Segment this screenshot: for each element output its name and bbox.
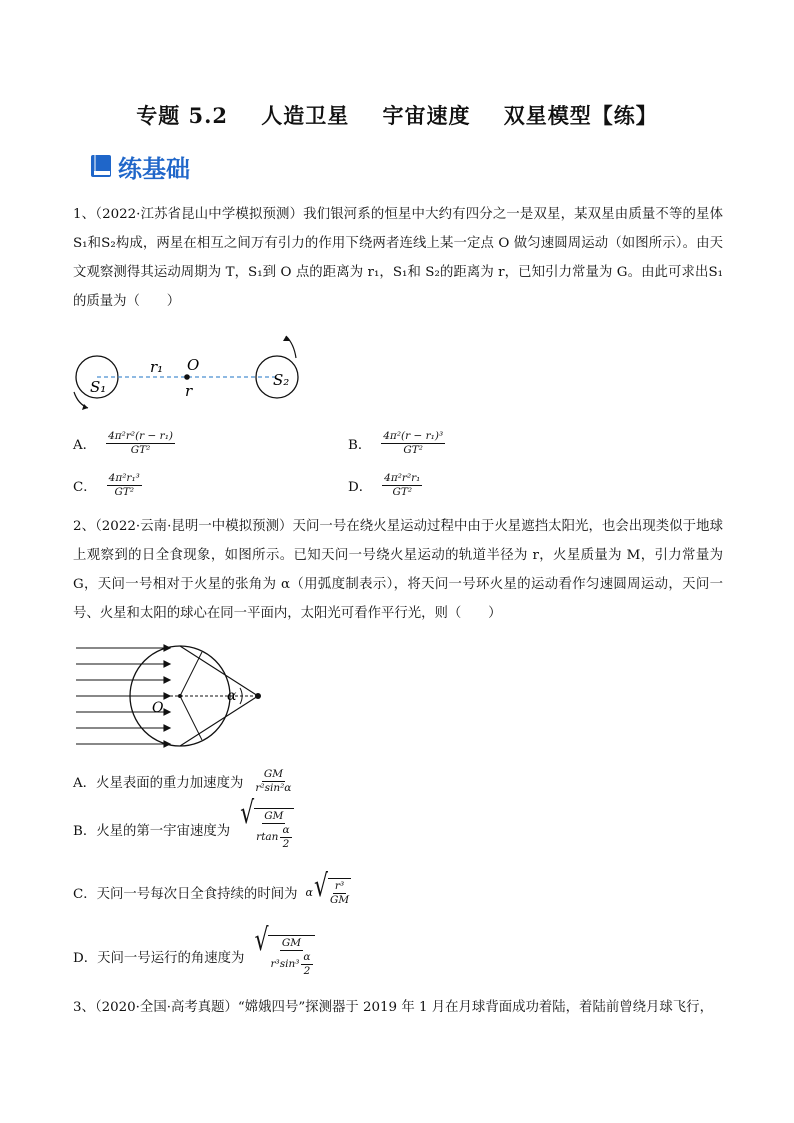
q1-option-d[interactable]: D． $\frac{\text{4π²r²r₁}}{\text{GT²}}$	[348, 472, 421, 498]
q1-stem: 1、（2022·江苏省昆山中学模拟预测）我们银河系的恒星中大约有四分之一是双星，某双星由质量不等的星体S₁和S₂构成，两星在相互之间万有引力的作用下绕两者连线上某一定点 O 做匀速圆周运动（如图所示）。由天文观察测得其运动周期为 T，S₁到 O 点的距离为 r₁，S₁和 S₂的距离为 r，已知引力常量为 G。由此可求出S₁的质量为（ ）	[73, 207, 723, 309]
q1-option-a[interactable]: A． $\frac{\text{4π²r²(r − r₁)}}{\text{GT²}}$	[73, 430, 173, 456]
q1-label-o: O	[187, 356, 200, 374]
q1-label-r: r	[185, 382, 193, 400]
q2-eclipse-figure	[72, 640, 272, 755]
q1-binary-star-figure	[70, 330, 310, 410]
q2-option-b[interactable]: B．火星的第一宇宙速度为 √ GM rtan α 2	[73, 808, 294, 851]
q2-stem: 2、（2022·云南·昆明一中模拟预测）天问一号在绕火星运动过程中由于火星遮挡太阳光，也会出现类似于地球上观察到的日全食现象，如图所示。已知天问一号绕火星运动的轨道半径为 r，火星质量为 M，引力常量为 G，天问一号相对于火星的张角为 α（用弧度制表示），将天问一号环火星的运动看作匀速圆周运动，天问一号、火星和太阳的球心在同一平面内，太阳光可看作平行光，则（ ）	[73, 519, 723, 621]
q1-label-s1: S₁	[90, 378, 107, 396]
q1-option-b[interactable]: B． $\frac{\text{4π²(r − r₁)³}}{\text{GT²}}$	[348, 430, 444, 456]
q1-label-r1: r₁	[150, 358, 164, 376]
book-icon	[90, 154, 112, 178]
section-label: 练基础	[118, 154, 190, 183]
q1-label-s2: S₂	[273, 371, 290, 389]
page-title: 专题 5.2 人造卫星 宇宙速度 双星模型【练】	[136, 103, 658, 128]
q1-option-c[interactable]: C． $\frac{\text{4π²r₁³}}{\text{GT²}}$	[73, 472, 140, 498]
section-header	[90, 150, 190, 182]
q2-option-c[interactable]: C．天问一号每次日全食持续的时间为 α √ r³ GM	[73, 869, 350, 906]
q2-option-a[interactable]: A．火星表面的重力加速度为 $\frac{GM}{\text{r²sin²α}}$	[73, 768, 292, 794]
q2-label-o: O	[152, 700, 164, 716]
q2-option-d[interactable]: D．天问一号运行的角速度为 √ GM r³sin³ α 2	[73, 935, 315, 978]
q3-stem: 3、（2020·全国·高考真题）“嫦娥四号”探测器于 2019 年 1 月在月球背面成功着陆，着陆前曾绕月球飞行，	[73, 1000, 713, 1015]
q2-label-alpha: α	[227, 688, 237, 704]
